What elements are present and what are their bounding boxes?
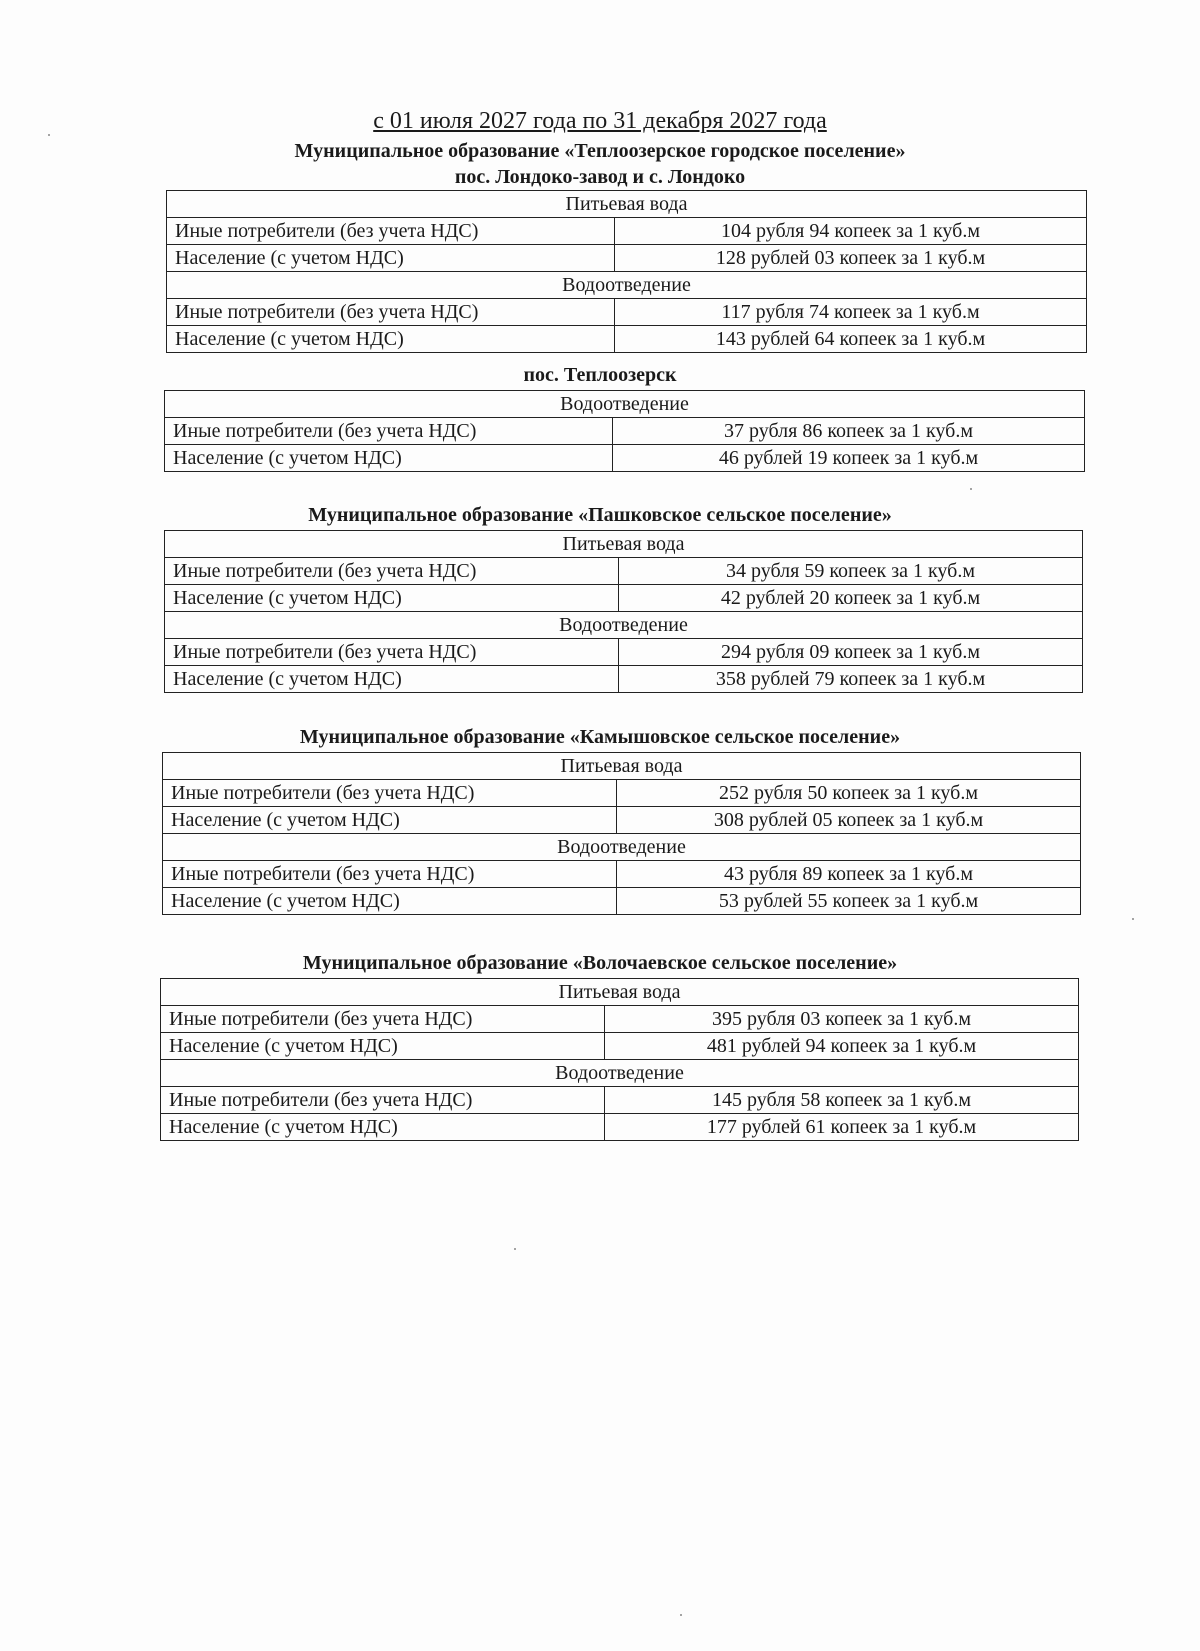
table-row [167,218,1087,245]
consumer-label: Иные потребители (без учета НДС) [163,861,617,888]
section-header-drinking-water: Питьевая вода [163,753,1081,780]
table-row [163,780,1081,807]
tariff-value: 117 рубля 74 копеек за 1 куб.м [615,299,1087,326]
tariff-table-londoko [166,190,1087,353]
tariff-value: 42 рублей 20 копеек за 1 куб.м [619,585,1083,612]
consumer-label: Иные потребители (без учета НДС) [163,780,617,807]
municipality-title-kamyshovskoe: Муниципальное образование «Камышовское сельское поселение» [299,726,901,748]
consumer-label: Население (с учетом НДС) [161,1033,605,1060]
consumer-label: Население (с учетом НДС) [161,1114,605,1141]
table-row [161,1087,1079,1114]
consumer-label: Иные потребители (без учета НДС) [165,558,619,585]
consumer-label: Иные потребители (без учета НДС) [165,639,619,666]
table-row [165,585,1083,612]
tariff-value: 37 рубля 86 копеек за 1 куб.м [613,418,1085,445]
consumer-label: Иные потребители (без учета НДС) [161,1006,605,1033]
tariff-table-volochaevskoe [160,978,1079,1141]
tariff-value: 252 рубля 50 копеек за 1 куб.м [617,780,1081,807]
scan-speck [680,1614,682,1616]
tariff-value: 53 рублей 55 копеек за 1 куб.м [617,888,1081,915]
consumer-label: Иные потребители (без учета НДС) [161,1087,605,1114]
period-title: с 01 июля 2027 года по 31 декабря 2027 года [373,108,827,134]
scan-speck [514,1248,516,1250]
consumer-label: Население (с учетом НДС) [165,666,619,693]
tariff-value: 358 рублей 79 копеек за 1 куб.м [619,666,1083,693]
consumer-label: Население (с учетом НДС) [163,888,617,915]
tariff-table-kamyshovskoe [162,752,1081,915]
tariff-table-teploozersk [164,390,1085,472]
table-row [167,245,1087,272]
tariff-value: 395 рубля 03 копеек за 1 куб.м [605,1006,1079,1033]
locality-subtitle-londoko: пос. Лондоко-завод и с. Лондоко [454,166,746,188]
municipality-title-volochaevskoe: Муниципальное образование «Волочаевское сельское поселение» [302,952,898,974]
section-header-wastewater: Водоотведение [163,834,1081,861]
tariff-value: 46 рублей 19 копеек за 1 куб.м [613,445,1085,472]
table-row [161,1114,1079,1141]
locality-title-teploozersk: пос. Теплоозерск [523,364,677,386]
table-row [161,1033,1079,1060]
table-row [163,888,1081,915]
section-header-wastewater: Водоотведение [161,1060,1079,1087]
tariff-table-pashkovskoe [164,530,1083,693]
table-row [165,558,1083,585]
table-row [161,1006,1079,1033]
section-header-wastewater: Водоотведение [167,272,1087,299]
section-header-drinking-water: Питьевая вода [165,531,1083,558]
table-row [167,326,1087,353]
tariff-value: 43 рубля 89 копеек за 1 куб.м [617,861,1081,888]
consumer-label: Население (с учетом НДС) [167,245,615,272]
table-row [165,418,1085,445]
consumer-label: Иные потребители (без учета НДС) [165,418,613,445]
consumer-label: Население (с учетом НДС) [167,326,615,353]
municipality-title-teploozerskoe: Муниципальное образование «Теплоозерское городское поселение» [294,140,906,162]
tariff-value: 177 рублей 61 копеек за 1 куб.м [605,1114,1079,1141]
municipality-title-pashkovskoe: Муниципальное образование «Пашковское сельское поселение» [308,504,892,526]
scan-speck [970,488,972,490]
scan-speck [48,134,50,136]
consumer-label: Иные потребители (без учета НДС) [167,299,615,326]
tariff-value: 145 рубля 58 копеек за 1 куб.м [605,1087,1079,1114]
consumer-label: Население (с учетом НДС) [165,585,619,612]
section-header-wastewater: Водоотведение [165,612,1083,639]
consumer-label: Население (с учетом НДС) [163,807,617,834]
tariff-value: 104 рубля 94 копеек за 1 куб.м [615,218,1087,245]
table-row [165,445,1085,472]
tariff-value: 34 рубля 59 копеек за 1 куб.м [619,558,1083,585]
tariff-value: 128 рублей 03 копеек за 1 куб.м [615,245,1087,272]
table-row [165,639,1083,666]
consumer-label: Иные потребители (без учета НДС) [167,218,615,245]
table-row [163,861,1081,888]
scan-speck [1132,918,1134,920]
tariff-value: 294 рубля 09 копеек за 1 куб.м [619,639,1083,666]
table-row [167,299,1087,326]
tariff-value: 143 рублей 64 копеек за 1 куб.м [615,326,1087,353]
table-row [163,807,1081,834]
consumer-label: Население (с учетом НДС) [165,445,613,472]
tariff-value: 308 рублей 05 копеек за 1 куб.м [617,807,1081,834]
section-header-wastewater: Водоотведение [165,391,1085,418]
section-header-drinking-water: Питьевая вода [167,191,1087,218]
table-row [165,666,1083,693]
section-header-drinking-water: Питьевая вода [161,979,1079,1006]
tariff-value: 481 рублей 94 копеек за 1 куб.м [605,1033,1079,1060]
